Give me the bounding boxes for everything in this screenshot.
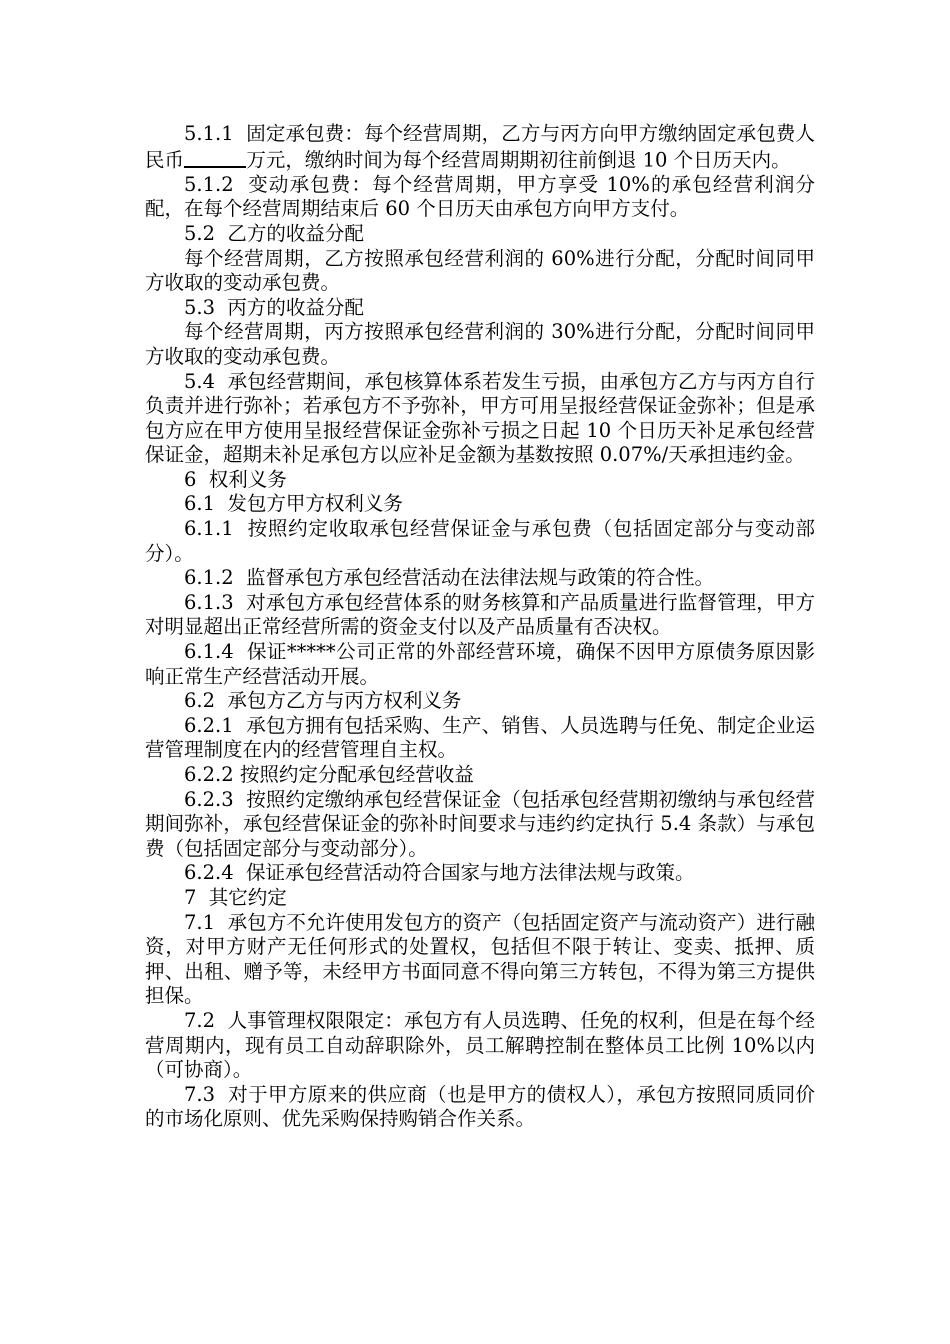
clause-6-2-1: 6.2.1 承包方拥有包括采购、生产、销售、人员选聘与任免、制定企业运营管理制度在内的经营管理自主权。	[145, 713, 815, 762]
clause-6-2-4: 6.2.4 保证承包经营活动符合国家与地方法律法规与政策。	[184, 861, 695, 885]
clause-6-1-3: 6.1.3 对承包方承包经营体系的财务核算和产品质量进行监督管理，甲方对明显超出正常经营所需的资金支付以及产品质量有否决权。	[145, 590, 815, 639]
amount-blank	[184, 147, 246, 169]
clause-5-1-1	[145, 122, 815, 173]
clause-7-3: 7.3 对于甲方原来的供应商（也是甲方的债权人），承包方按照同质同价的市场化原则、优先采购保持购销合作关系。	[145, 1082, 815, 1131]
clause-5-3-body: 每个经营周期，丙方按照承包经营利润的 30%进行分配，分配时间同甲方收取的变动承包费。	[145, 320, 815, 368]
heading-5-3: 5.3 丙方的收益分配	[184, 295, 364, 319]
clause-5-2-body: 每个经营周期，乙方按照承包经营利润的 60%进行分配，分配时间同甲方收取的变动承包费。	[145, 246, 815, 295]
clause-7-1: 7.1 承包方不允许使用发包方的资产（包括固定资产与流动资产）进行融资，对甲方财产无任何形式的处置权，包括但不限于转让、变卖、抵押、质押、出租、赠予等，未经甲方书面同意不得向第三方转包，不得为第三方提供担保。	[145, 910, 815, 1008]
clause-6-2-2: 6.2.2 按照约定分配承包经营收益	[184, 763, 474, 786]
clause-5-4: 5.4 承包经营期间，承包核算体系若发生亏损，由承包方乙方与丙方自行负责并进行弥补；若承包方不予弥补，甲方可用呈报经营保证金弥补；但是承包方应在甲方使用呈报经营保证金弥补亏损之日起 10 个日历天补足承包经营保证金，超期未补足承包方以应补足金额为基数按照 0.07%/天承担违约金。	[145, 369, 815, 467]
heading-5-2: 5.2 乙方的收益分配	[184, 221, 364, 245]
heading-6-1: 6.1 发包方甲方权利义务	[184, 492, 403, 516]
heading-6: 6 权利义务	[184, 467, 287, 491]
clause-5-1-1-text-a: 5.1.1 固定承包费：每个经营周期，乙方与丙方向甲方缴纳固定承包费人民币	[145, 122, 815, 172]
clause-5-1-1-text-b: 万元，缴纳时间为每个经营周期期初往前倒退 10 个日历天内。	[246, 148, 791, 172]
heading-6-2: 6.2 承包方乙方与丙方权利义务	[184, 689, 462, 713]
document-page	[145, 122, 815, 1132]
clause-7-2: 7.2 人事管理权限限定：承包方有人员选聘、任免的权利，但是在每个经营周期内，现有员工自动辞职除外，员工解聘控制在整体员工比例 10%以内（可协商）。	[145, 1008, 815, 1082]
clause-5-1-2: 5.1.2 变动承包费：每个经营周期，甲方享受 10%的承包经营利润分配，在每个经营周期结束后 60 个日历天由承包方向甲方支付。	[145, 172, 815, 221]
clause-6-1-4: 6.1.4 保证*****公司正常的外部经营环境，确保不因甲方原债务原因影响正常生产经营活动开展。	[145, 640, 815, 688]
clause-6-2-3: 6.2.3 按照约定缴纳承包经营保证金（包括承包经营期初缴纳与承包经营期间弥补，承包经营保证金的弥补时间要求与违约约定执行 5.4 条款）与承包费（包括固定部分与变动部分）。	[145, 787, 815, 860]
heading-7: 7 其它约定	[184, 885, 287, 909]
clause-6-1-1: 6.1.1 按照约定收取承包经营保证金与承包费（包括固定部分与变动部分）。	[145, 517, 815, 565]
clause-6-1-2: 6.1.2 监督承包方承包经营活动在法律法规与政策的符合性。	[184, 566, 715, 590]
